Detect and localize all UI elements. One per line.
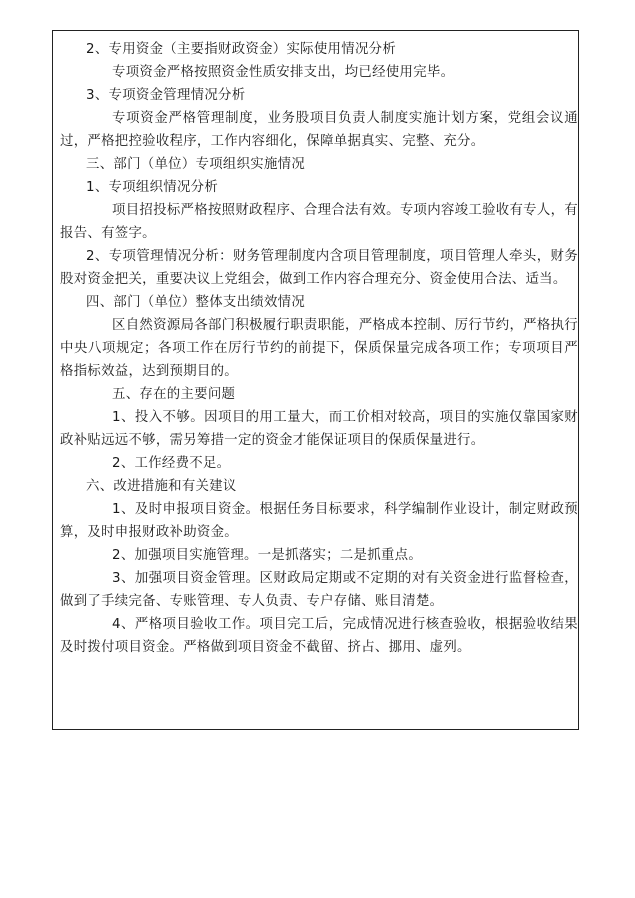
section-heading: 五、存在的主要问题 xyxy=(112,387,236,402)
paragraph: 4、严格项目验收工作。项目完工后，完成情况进行核查验收，根据验收结果及时拨付项目资金。严格做到项目资金不截留、挤占、挪用、虚列。 xyxy=(60,617,578,655)
paragraph: 专项资金严格按照资金性质安排支出，均已经使用完毕。 xyxy=(112,65,455,80)
paragraph: 3、专项资金管理情况分析 xyxy=(86,88,246,103)
section-heading: 三、部门（单位）专项组织实施情况 xyxy=(86,157,306,172)
paragraph: 区自然资源局各部门积极履行职责职能，严格成本控制、厉行节约，严格执行中央八项规定；各项工作在厉行节约的前提下，保质保量完成各项工作；专项项目严格指标效益，达到预期目的。 xyxy=(60,318,578,379)
section-heading: 四、部门（单位）整体支出绩效情况 xyxy=(86,295,306,310)
paragraph: 专项资金严格管理制度，业务股项目负责人制度实施计划方案，党组会议通过，严格把控验收程序，工作内容细化，保障单据真实、完整、充分。 xyxy=(60,111,578,149)
paragraph: 2、工作经费不足。 xyxy=(112,456,231,471)
paragraph: 项目招投标严格按照财政程序、合理合法有效。专项内容竣工验收有专人，有报告、有签字。 xyxy=(60,203,578,241)
paragraph: 1、及时申报项目资金。根据任务目标要求，科学编制作业设计，制定财政预算，及时申报财政补助资金。 xyxy=(60,502,578,540)
paragraph: 3、加强项目资金管理。区财政局定期或不定期的对有关资金进行监督检查，做到了手续完备、专账管理、专人负责、专户存储、账目清楚。 xyxy=(60,571,578,609)
paragraph: 1、投入不够。因项目的用工量大，而工价相对较高，项目的实施仅靠国家财政补贴远远不够，需另筹措一定的资金才能保证项目的保质保量进行。 xyxy=(60,410,578,448)
section-heading: 六、改进措施和有关建议 xyxy=(86,479,237,494)
paragraph: 2、专用资金（主要指财政资金）实际使用情况分析 xyxy=(86,42,397,57)
paragraph: 2、专项管理情况分析：财务管理制度内含项目管理制度，项目管理人牵头，财务股对资金把关，重要决议上党组会，做到工作内容合理充分、资金使用合法、适当。 xyxy=(60,249,578,287)
paragraph: 1、专项组织情况分析 xyxy=(86,180,219,195)
paragraph: 2、加强项目实施管理。一是抓落实；二是抓重点。 xyxy=(112,548,423,563)
report-body xyxy=(60,38,578,659)
